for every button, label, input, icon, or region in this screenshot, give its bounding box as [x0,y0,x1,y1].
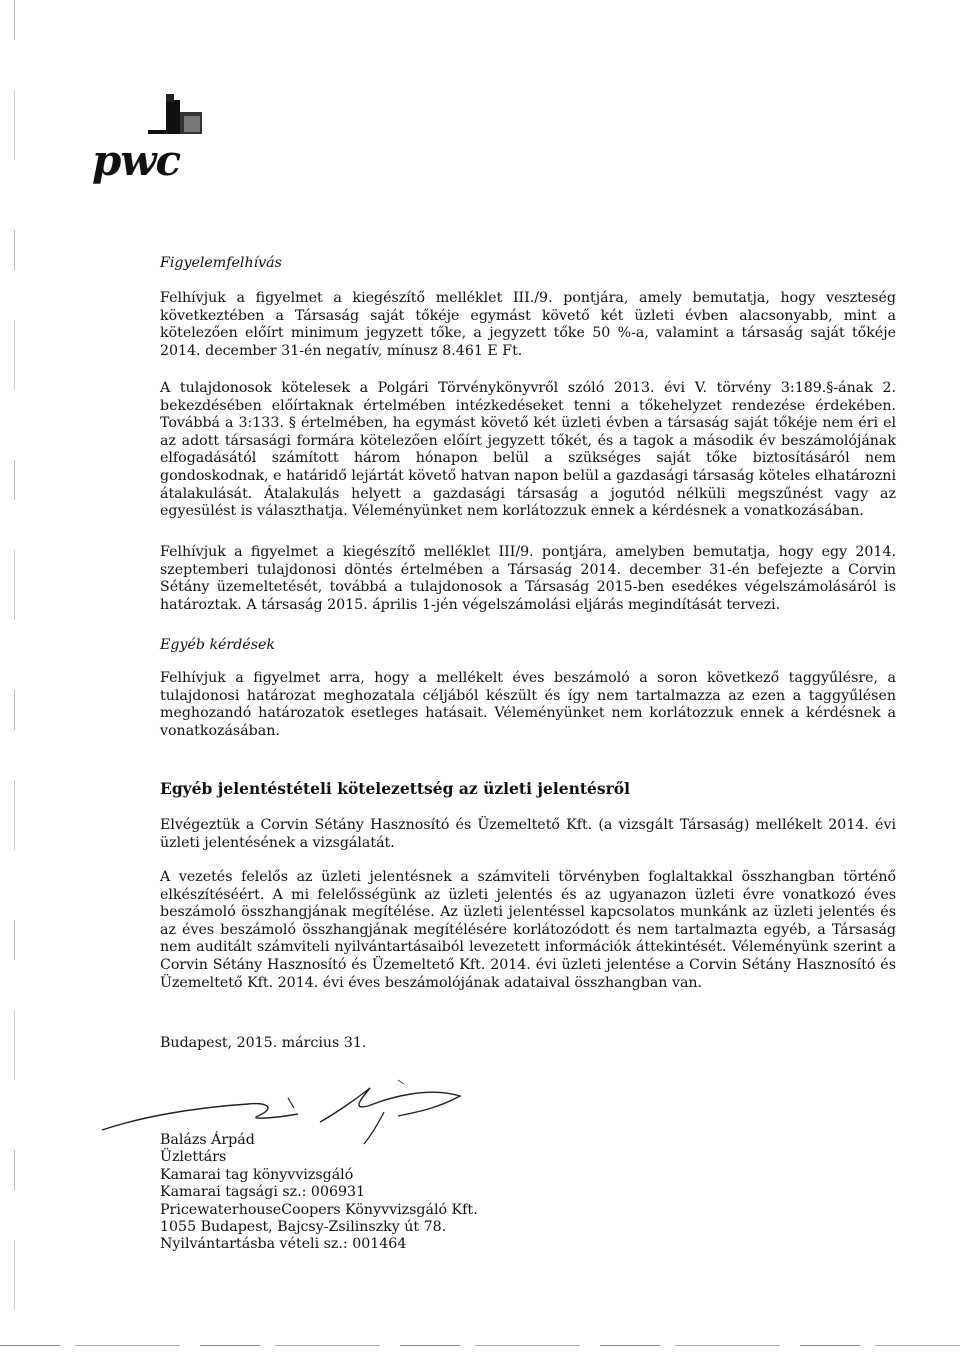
section-emphasis [160,255,896,273]
signatory-firm: PricewaterhouseCoopers Könyvvizsgáló Kft. [160,1201,478,1218]
signatory-block [160,1132,478,1254]
emphasis-paragraph-3-wrap [160,544,896,614]
emphasis-paragraph-1: Felhívjuk a figyelmet a kiegészítő melléklet III./9. pontjára, amely bemutatja, hogy veszteség következtében a Társaság saját tőkéje egymást követő két üzleti évben alacsonyabb, mint a kötelezően előírt minimum jegyzett tőke, a jegyzett tőke 50 %-a, valamint a társaság saját tőkéje 2014. december 31-én negatív, mínusz 8.461 E Ft. [160,290,896,359]
signatory-chamber-number: Kamarai tagsági sz.: 006931 [160,1184,366,1201]
place-date: Budapest, 2015. március 31. [160,1035,367,1051]
other-matters-paragraph: Felhívjuk a figyelmet arra, hogy a mellékelt éves beszámoló a soron következő taggyűlésre, a tulajdonosi határozat meghozatala céljából készült és így nem tartalmazza az ezen a taggyűlésen meghozandó határozatok esetleges hatásait. Véleményünket nem korlátozzuk ennek a kérdésnek a vonatkozásában. [160,670,896,739]
business-report-paragraph-2: A vezetés felelős az üzleti jelentésnek a számviteli törvényben foglaltakkal összhangban történő elkészítéséért. A mi felelősségünk az üzleti jelentés és az ugyanazon üzleti évre vonatkozó éves beszámoló összhangjának megítélése. Az üzleti jelentéssel kapcsolatos munkánk az üzleti jelentés és az éves beszámoló összhangjának megítélésére korlátozódott és nem tartalmazta egyéb, a Társaság nem auditált számviteli nyilvántartásaiból levezetett információk áttekintését. Véleményünk szerint a Corvin Sétány Hasznosító és Üzemeltető Kft. 2014. évi üzleti jelentése a Corvin Sétány Hasznosító és Üzemeltető Kft. 2014. évi éves beszámolójának adataival összhangban van. [160,869,896,991]
other-matters-heading: Egyéb kérdések [160,637,275,653]
business-report-paragraph-1-wrap [160,817,896,852]
signatory-name: Balázs Árpád [160,1132,255,1148]
business-report-paragraph-1: Elvégeztük a Corvin Sétány Hasznosító és Üzemeltető Kft. (a vizsgált Társaság) mellékelt 2014. évi üzleti jelentésének a vizsgálatát. [160,817,896,851]
emphasis-paragraph-2-wrap [160,380,896,521]
scan-left-edge [14,0,15,1358]
scan-bottom-edge [0,1345,960,1346]
signatory-registration-number: Nyilvántartásba vételi sz.: 001464 [160,1236,407,1253]
emphasis-paragraph-3: Felhívjuk a figyelmet a kiegészítő melléklet III/9. pontjára, amelyben bemutatja, hogy egy 2014. szeptemberi tulajdonosi döntés értelmében a Társaság 2014. december 31-én befejezte a Corvin Sétány üzemeltetését, továbbá a tulajdonosok a Társaság 2015-ben esedékes végelszámolásáról is határoztak. A társaság 2015. április 1-jén végelszámolási eljárás megindítását tervezi. [160,544,896,613]
emphasis-paragraph-1-wrap [160,290,896,360]
emphasis-heading: Figyelemfelhívás [160,255,282,271]
section-business-report [160,780,896,798]
place-date-wrap [160,1035,896,1053]
business-report-paragraph-2-wrap [160,869,896,992]
other-matters-paragraph-wrap [160,670,896,740]
section-other-matters [160,637,896,655]
signatory-address: 1055 Budapest, Bajcsy-Zsilinszky út 78. [160,1219,447,1236]
signatory-role: Üzlettárs [160,1149,227,1166]
business-report-heading: Egyéb jelentéstételi kötelezettség az üzleti jelentésről [160,779,630,798]
emphasis-paragraph-2: A tulajdonosok kötelesek a Polgári Törvénykönyvről szóló 2013. évi V. törvény 3:189.§-ának 2. bekezdésében előírtaknak értelmében intézkedéseket tenni a tőkehelyzet rendezése érdekében. Továbbá a 3:133. § értelmében, ha egymást követő két üzleti évben a társaság saját tőkéje nem éri el az adott társasági formára kötelezően előírt jegyzett tőkét, és a tagok a második év beszámolójának elfogadásától számított három hónapon belül a szükséges saját tőke biztosításáról nem gondoskodnak, e határidő lejártát követő hatvan napon belül a gazdasági társaság köteles elhatározni átalakulását. Átalakulás helyett a gazdasági társaság a jogutód nélküli megszűnést vagy az egyesülést is választhatja. Véleményünket nem korlátozzuk ennek a kérdésnek a vonatkozásában. [160,380,896,520]
pwc-logo [92,92,232,192]
signatory-qualification: Kamarai tag könyvvizsgáló [160,1166,354,1183]
pwc-wordmark: pwc [92,136,181,185]
